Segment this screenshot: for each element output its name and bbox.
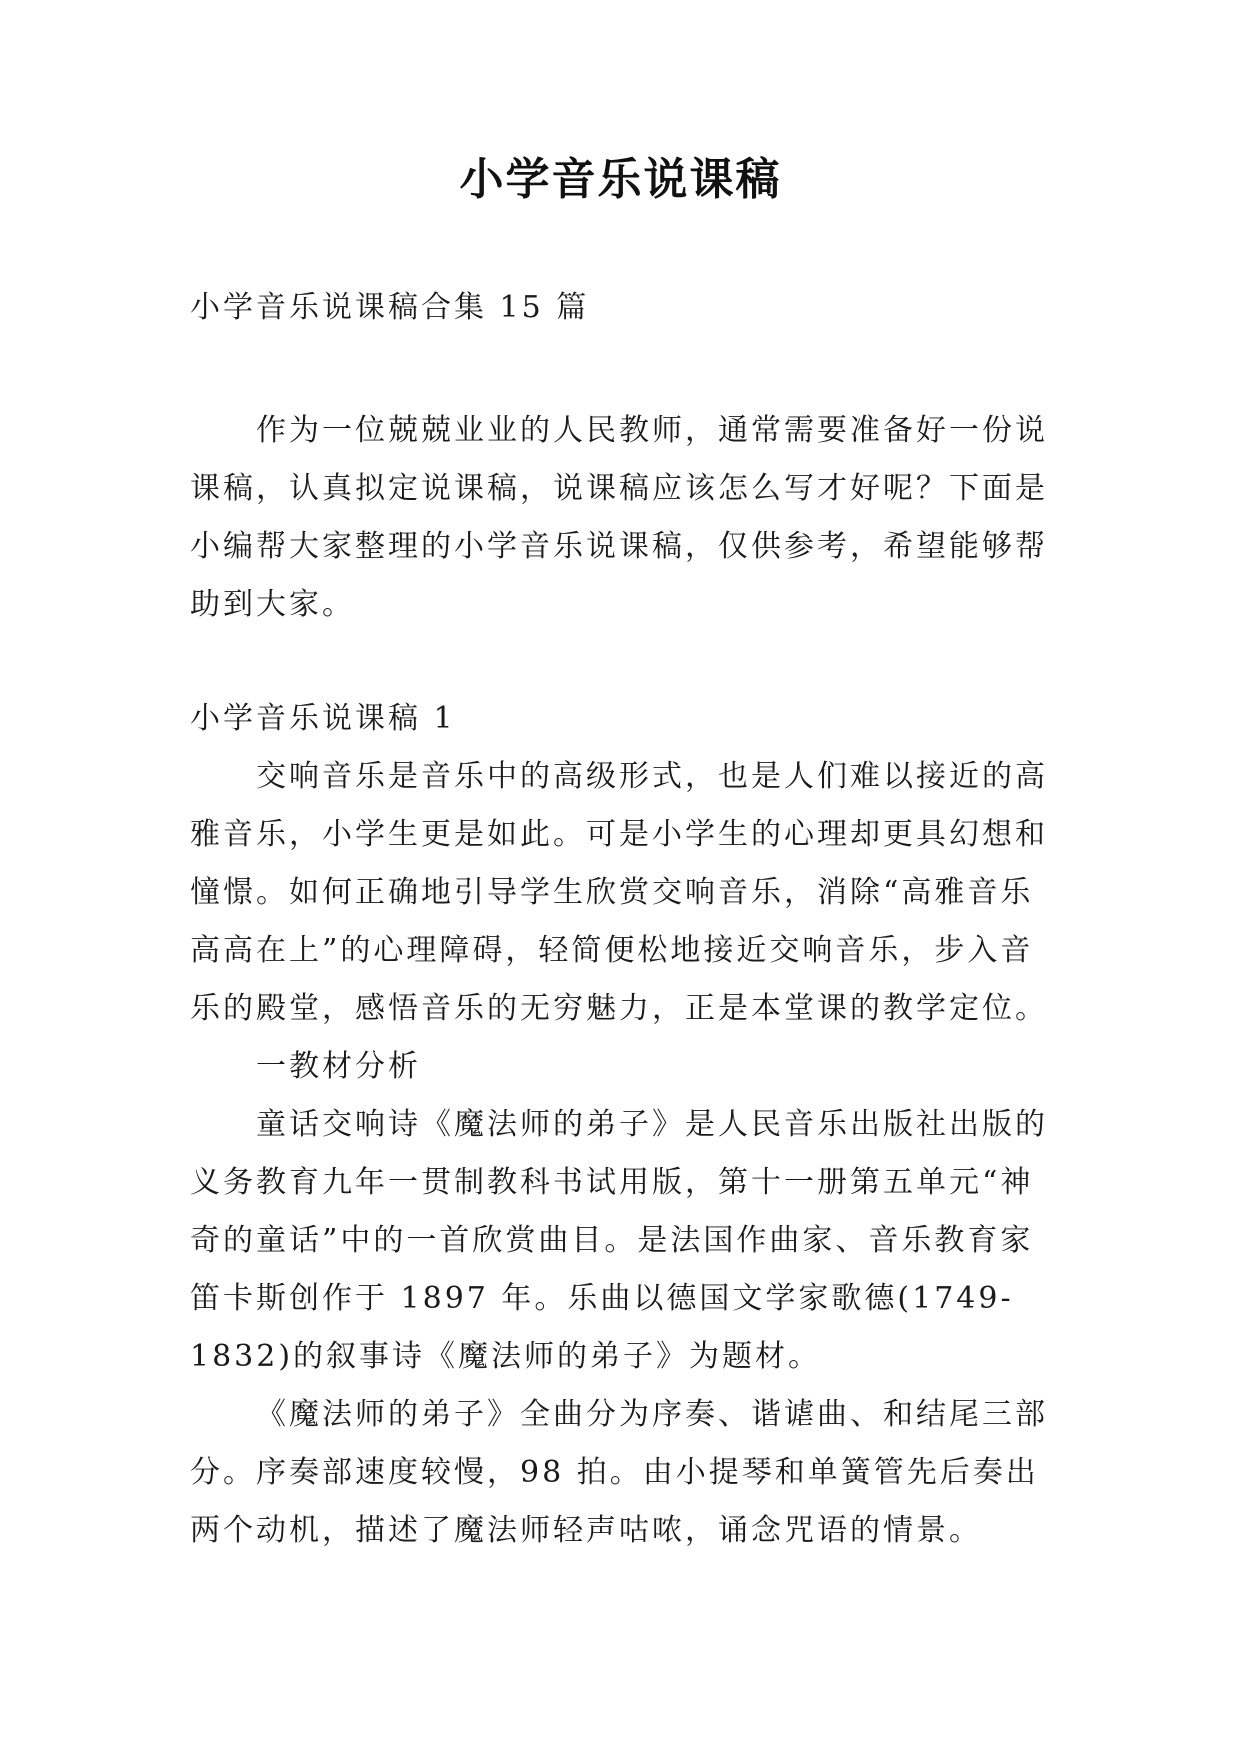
section-1	[190, 690, 1060, 1560]
section-heading: 小学音乐说课稿 1	[190, 701, 456, 736]
section-paragraph-2: 童话交响诗《魔法师的弟子》是人民音乐出版社出版的义务教育九年一贯制教科书试用版，第十一册第五单元“神奇的童话”中的一首欣赏曲目。是法国作曲家、音乐教育家笛卡斯创作于 1897 年。乐曲以德国文学家歌德(1749-1832)的叙事诗《魔法师的弟子》为题材。	[190, 1107, 1048, 1374]
document-title: 小学音乐说课稿	[459, 154, 782, 205]
intro-section	[190, 402, 1060, 634]
intro-paragraph: 作为一位兢兢业业的人民教师，通常需要准备好一份说课稿，认真拟定说课稿，说课稿应该怎么写才好呢？下面是小编帮大家整理的小学音乐说课稿，仅供参考，希望能够帮助到大家。	[190, 413, 1048, 622]
section-paragraph-3: 《魔法师的弟子》全曲分为序奏、谐谑曲、和结尾三部分。序奏部速度较慢，98 拍。由小提琴和单簧管先后奏出两个动机，描述了魔法师轻声咕哝，诵念咒语的情景。	[190, 1397, 1048, 1548]
document-subtitle: 小学音乐说课稿合集 15 篇	[190, 290, 590, 325]
section-subheading-textbook-analysis: 一教材分析	[256, 1049, 421, 1084]
section-paragraph-1: 交响音乐是音乐中的高级形式，也是人们难以接近的高雅音乐，小学生更是如此。可是小学生的心理却更具幻想和憧憬。如何正确地引导学生欣赏交响音乐，消除“高雅音乐高高在上”的心理障碍，轻简便松地接近交响音乐，步入音乐的殿堂，感悟音乐的无穷魅力，正是本堂课的教学定位。	[190, 759, 1048, 1026]
